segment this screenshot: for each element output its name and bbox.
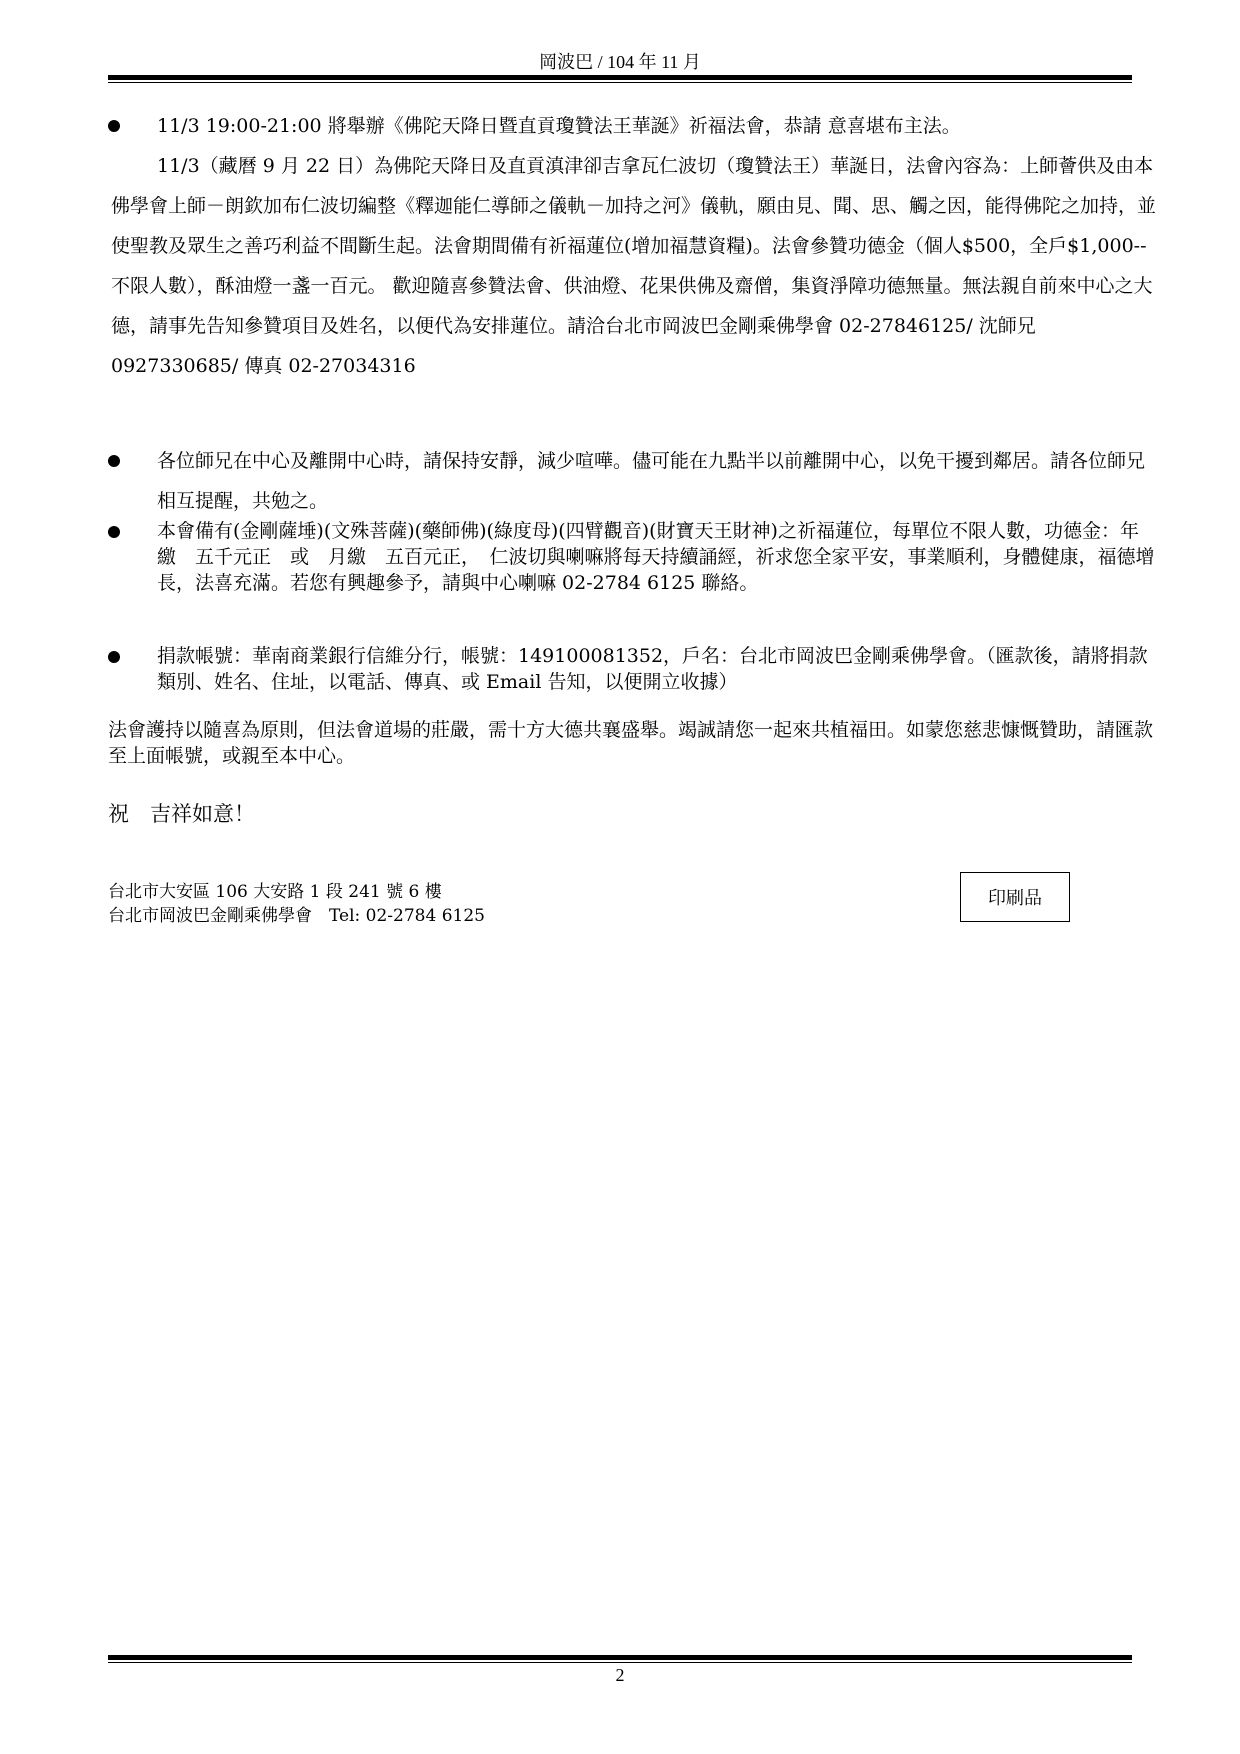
bullet-icon [108, 526, 120, 538]
header-rule [108, 75, 1132, 83]
bullet-icon [108, 651, 120, 663]
bullet-icon [108, 455, 120, 467]
notice-donation-account: 捐款帳號：華南商業銀行信維分行，帳號：149100081352，戶名：台北市岡波巴金剛乘佛學會。（匯款後，請將捐款類別、姓名、住址，以電話、傳真、或 Email 告知，以便開立收據） [157, 645, 1148, 693]
announcement-heading: 11/3 19:00-21:00 將舉辦《佛陀天降日暨直貢瓊贊法王華誕》祈福法會，恭請 意喜堪布主法。 [157, 115, 961, 137]
organization-tel: 台北市岡波巴金剛乘佛學會 Tel: 02-2784 6125 [108, 906, 485, 926]
announcement-body: 11/3（藏曆 9 月 22 日）為佛陀天降日及直貢滇津卻吉拿瓦仁波切（瓊贊法王）華誕日，法會內容為：上師薈供及由本佛學會上師－朗欽加布仁波切編整《釋迦能仁導師之儀軌－加持之河》儀軌，願由見、聞、思、觸之因，能得佛陀之加持，並使聖教及眾生之善巧利益不間斷生起。法會期間備有祈福蓮位(增加福慧資糧)。法會參贊功德金（個人$500，全戶$1,000--不限人數），酥油燈一盞一百元。 歡迎隨喜參贊法會、供油燈、花果供佛及齋僧，集資淨障功德無量。無法親自前來中心之大德，請事先告知參贊項目及姓名，以便代為安排蓮位。請洽台北市岡波巴金剛乘佛學會 02-27846125/ 沈師兄 0927330685/ 傳真 02-27034316 [111, 155, 1157, 377]
printed-matter-label: 印刷品 [960, 872, 1070, 922]
header-title: 岡波巴 / 104 年 11 月 [539, 52, 701, 72]
address-line: 台北市大安區 106 大安路 1 段 241 號 6 樓 [108, 882, 442, 902]
footer-address [108, 880, 485, 928]
notice-quiet: 各位師兄在中心及離開中心時，請保持安靜，減少喧嘩。儘可能在九點半以前離開中心，以免干擾到鄰居。請各位師兄相互提醒，共勉之。 [157, 450, 1146, 512]
closing-paragraph: 法會護持以隨喜為原則，但法會道場的莊嚴，需十方大德共襄盛舉。竭誠請您一起來共植福田。如蒙您慈悲慷慨贊助，請匯款至上面帳號，或親至本中心。 [108, 719, 1154, 767]
bullet-icon [108, 120, 120, 132]
footer-rule [108, 1655, 1132, 1663]
announcement-dharma-assembly [111, 106, 1157, 386]
notice-prayer-plaques: 本會備有(金剛薩埵)(文殊菩薩)(藥師佛)(綠度母)(四臂觀音)(財寶天王財神)之祈福蓮位，每單位不限人數，功德金：年繳 五千元正 或 月繳 五百元正， 仁波切與喇嘛將每天持續誦經，祈求您全家平安，事業順利，身體健康，福德增長，法喜充滿。若您有興趣參予，請與中心喇嘛 02-2784 6125 聯絡。 [157, 520, 1155, 594]
page-number: 2 [615, 1665, 625, 1685]
blessing: 祝 吉祥如意！ [108, 802, 255, 826]
